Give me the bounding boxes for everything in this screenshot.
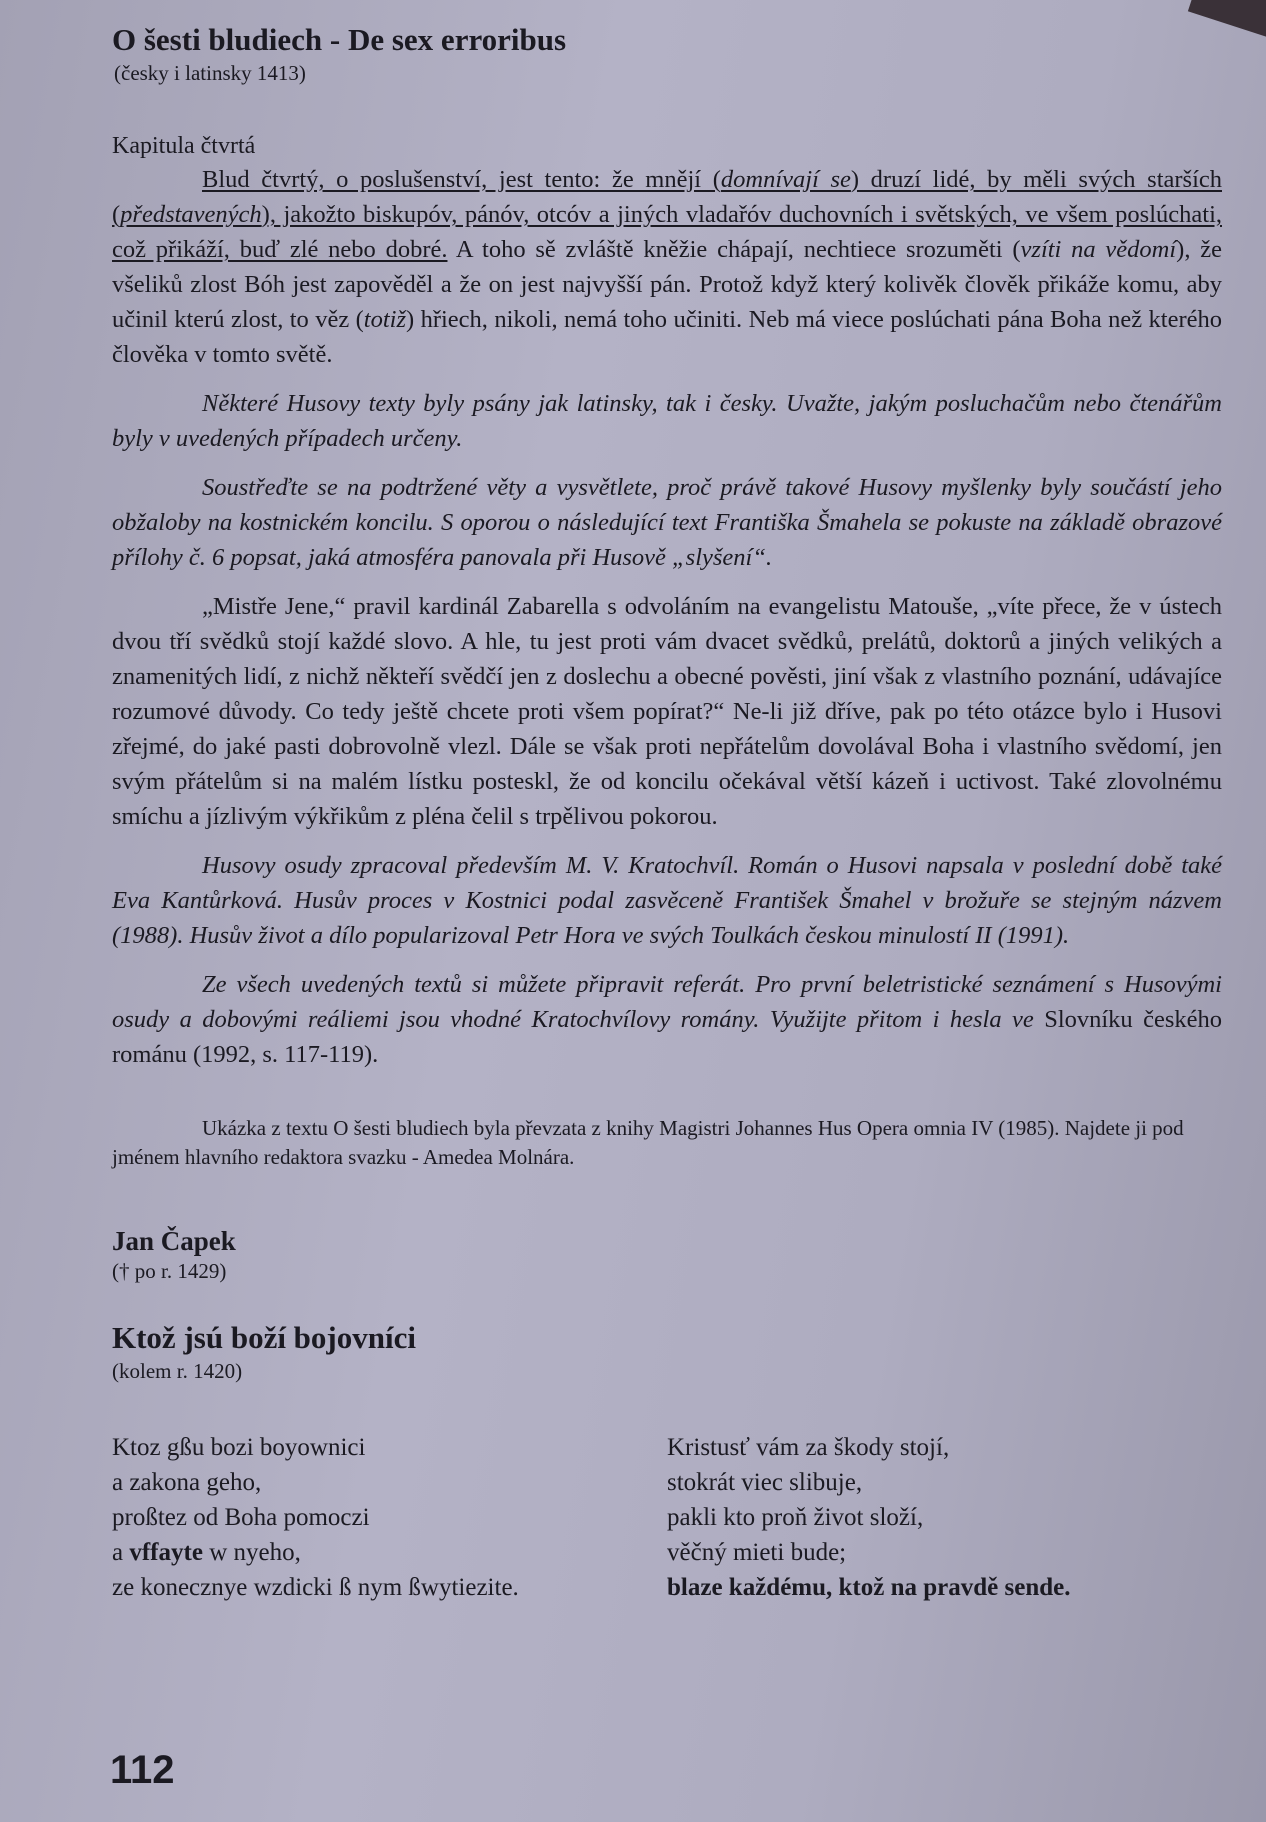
plain-text: ) hřiech, nikoli, nemá toho učiniti. Neb má viece poslúchati pána Boha než kterého člověka v tomto světě. [112, 306, 1222, 368]
poem-line-bold: vffayte [129, 1539, 203, 1566]
gloss: totiž [363, 306, 407, 333]
smahel-quote-paragraph: „Mistře Jene,“ pravil kardinál Zabarella s odvoláním na evangelistu Matouše, „víte přece, že v ústech dvou tří svědků stojí každé slovo. A hle, tu jest proti vám dvacet svědků, prelátů, doktorů a jiných velikých a znamenitých lidí, z nichž někteří svědčí jen z doslechu a obecné pověsti, jiní však z vlastního poznání, udávajíce rozumové důvody. Co tedy ještě chcete proti všem popírat?“ Ne-li již dříve, pak po této otázce bylo i Husovi zřejmé, do jaké pasti dobrovolně vlezl. Dále se však proti nepřátelům dovolával Boha i vlastního svědomí, jen svým přátelům si na malém lístku posteskl, že od koncilu očekával větší kázeň i uctivost. Také zlovolnému smíchu a jízlivým výkřikům z pléna čelil s trpělivou pokorou. [112, 593, 1222, 830]
gloss: vzíti na vědomí [1020, 236, 1177, 263]
poem-title: Ktož jsú boží bojovníci [112, 1320, 416, 1355]
poem-line: Kristusť vám za škody stojí, [667, 1434, 950, 1461]
poem-line [112, 1535, 667, 1570]
section-subtitle: (česky i latinsky 1413) [114, 61, 306, 85]
underlined-text: Blud čtvrtý, o poslušenství, jest tento: že mnějí ( [202, 166, 721, 193]
plain-text: A toho sě zvláště kněžie chápají, nechtiece srozuměti ( [447, 236, 1021, 263]
poem-line: Ktoz gßu bozi boyownici [112, 1434, 366, 1461]
referat-paragraph [112, 967, 1222, 1072]
poem-line-part: a [112, 1539, 130, 1566]
poem-line: pakli kto proň život složí, [667, 1504, 924, 1531]
plain-text: ), že všeliků zlost Bóh jest zapověděl a že on jest najvyšší pán. Protož když který kolivěk člověk přikáže komu, aby učinil kterú zlost, to věz ( [112, 236, 1222, 333]
underlined-text: ) druzí lidé, by měli svých starších ( [112, 166, 1222, 228]
poem [112, 1430, 1222, 1605]
literature-paragraph: Husovy osudy zpracoval především M. V. Kratochvíl. Román o Husovi napsala v poslední době také Eva Kantůrková. Husův proces v Kostnici podal zasvěceně František Šmahel v brožuře se stejným názvem (1988). Husův život a dílo popularizoval Petr Hora ve svých Toulkách českou minulostí II (1991). [112, 852, 1222, 949]
hus-text-paragraph [112, 162, 1222, 372]
italic-text: Ze všech uvedených textů si můžete připravit referát. Pro první beletristické seznámení s Husovými osudy a dobovými reáliemi jsou vhodné Kratochvílovy romány. Využijte přitom i hesla ve [112, 971, 1222, 1033]
author-dates: († po r. 1429) [112, 1259, 227, 1283]
poem-date: (kolem r. 1420) [112, 1359, 243, 1383]
chapter-heading: Kapitula čtvrtá [112, 133, 256, 159]
question-paragraph-2: Soustřeďte se na podtržené věty a vysvětlete, proč právě takové Husovy myšlenky byly součástí jeho obžaloby na kostnickém koncilu. S oporou o následující text Františka Šmahela se pokuste na základě obrazové přílohy č. 6 popsat, jaká atmosféra panovala při Husově „slyšení“. [112, 474, 1222, 571]
poem-line: blaze každému, ktož na pravdě sende. [667, 1574, 1071, 1601]
author-name: Jan Čapek [112, 1226, 236, 1256]
poem-line: ze konecznye wzdicki ß nym ßwytiezite. [112, 1574, 519, 1601]
poem-column-modern [667, 1430, 1222, 1605]
question-paragraph-1: Některé Husovy texty byly psány jak latinsky, tak i česky. Uvažte, jakým posluchačům nebo čtenářům byly v uvedených případech určeny. [112, 390, 1222, 452]
plain-text: Slovníku českého románu (1992, s. 117-119). [112, 1006, 1222, 1068]
source-note: Ukázka z textu O šesti bludiech byla převzata z knihy Magistri Johannes Hus Opera omnia IV (1985). Najdete ji pod jménem hlavního redaktora svazku - Amedea Molnára. [112, 1116, 1184, 1169]
poem-line: věčný mieti bude; [667, 1539, 847, 1566]
underlined-gloss: domnívají se [720, 166, 851, 193]
section-title: O šesti bludiech - De sex erroribus [112, 22, 567, 57]
poem-line: a zakona geho, [112, 1469, 262, 1496]
page-content [112, 20, 1222, 1605]
underlined-text: ), jakožto biskupóv, pánóv, otcóv a jiných vladařóv duchovních i světských, ve všem poslúchati, což přikáží, buď zlé nebo dobré. [112, 201, 1222, 263]
poem-line: stokrát viec slibuje, [667, 1469, 863, 1496]
underlined-gloss: představených [120, 201, 262, 228]
poem-column-original [112, 1430, 667, 1605]
poem-line-part: w nyeho, [202, 1539, 301, 1566]
poem-line: proßtez od Boha pomoczi [112, 1504, 370, 1531]
page-number: 112 [110, 1748, 175, 1792]
